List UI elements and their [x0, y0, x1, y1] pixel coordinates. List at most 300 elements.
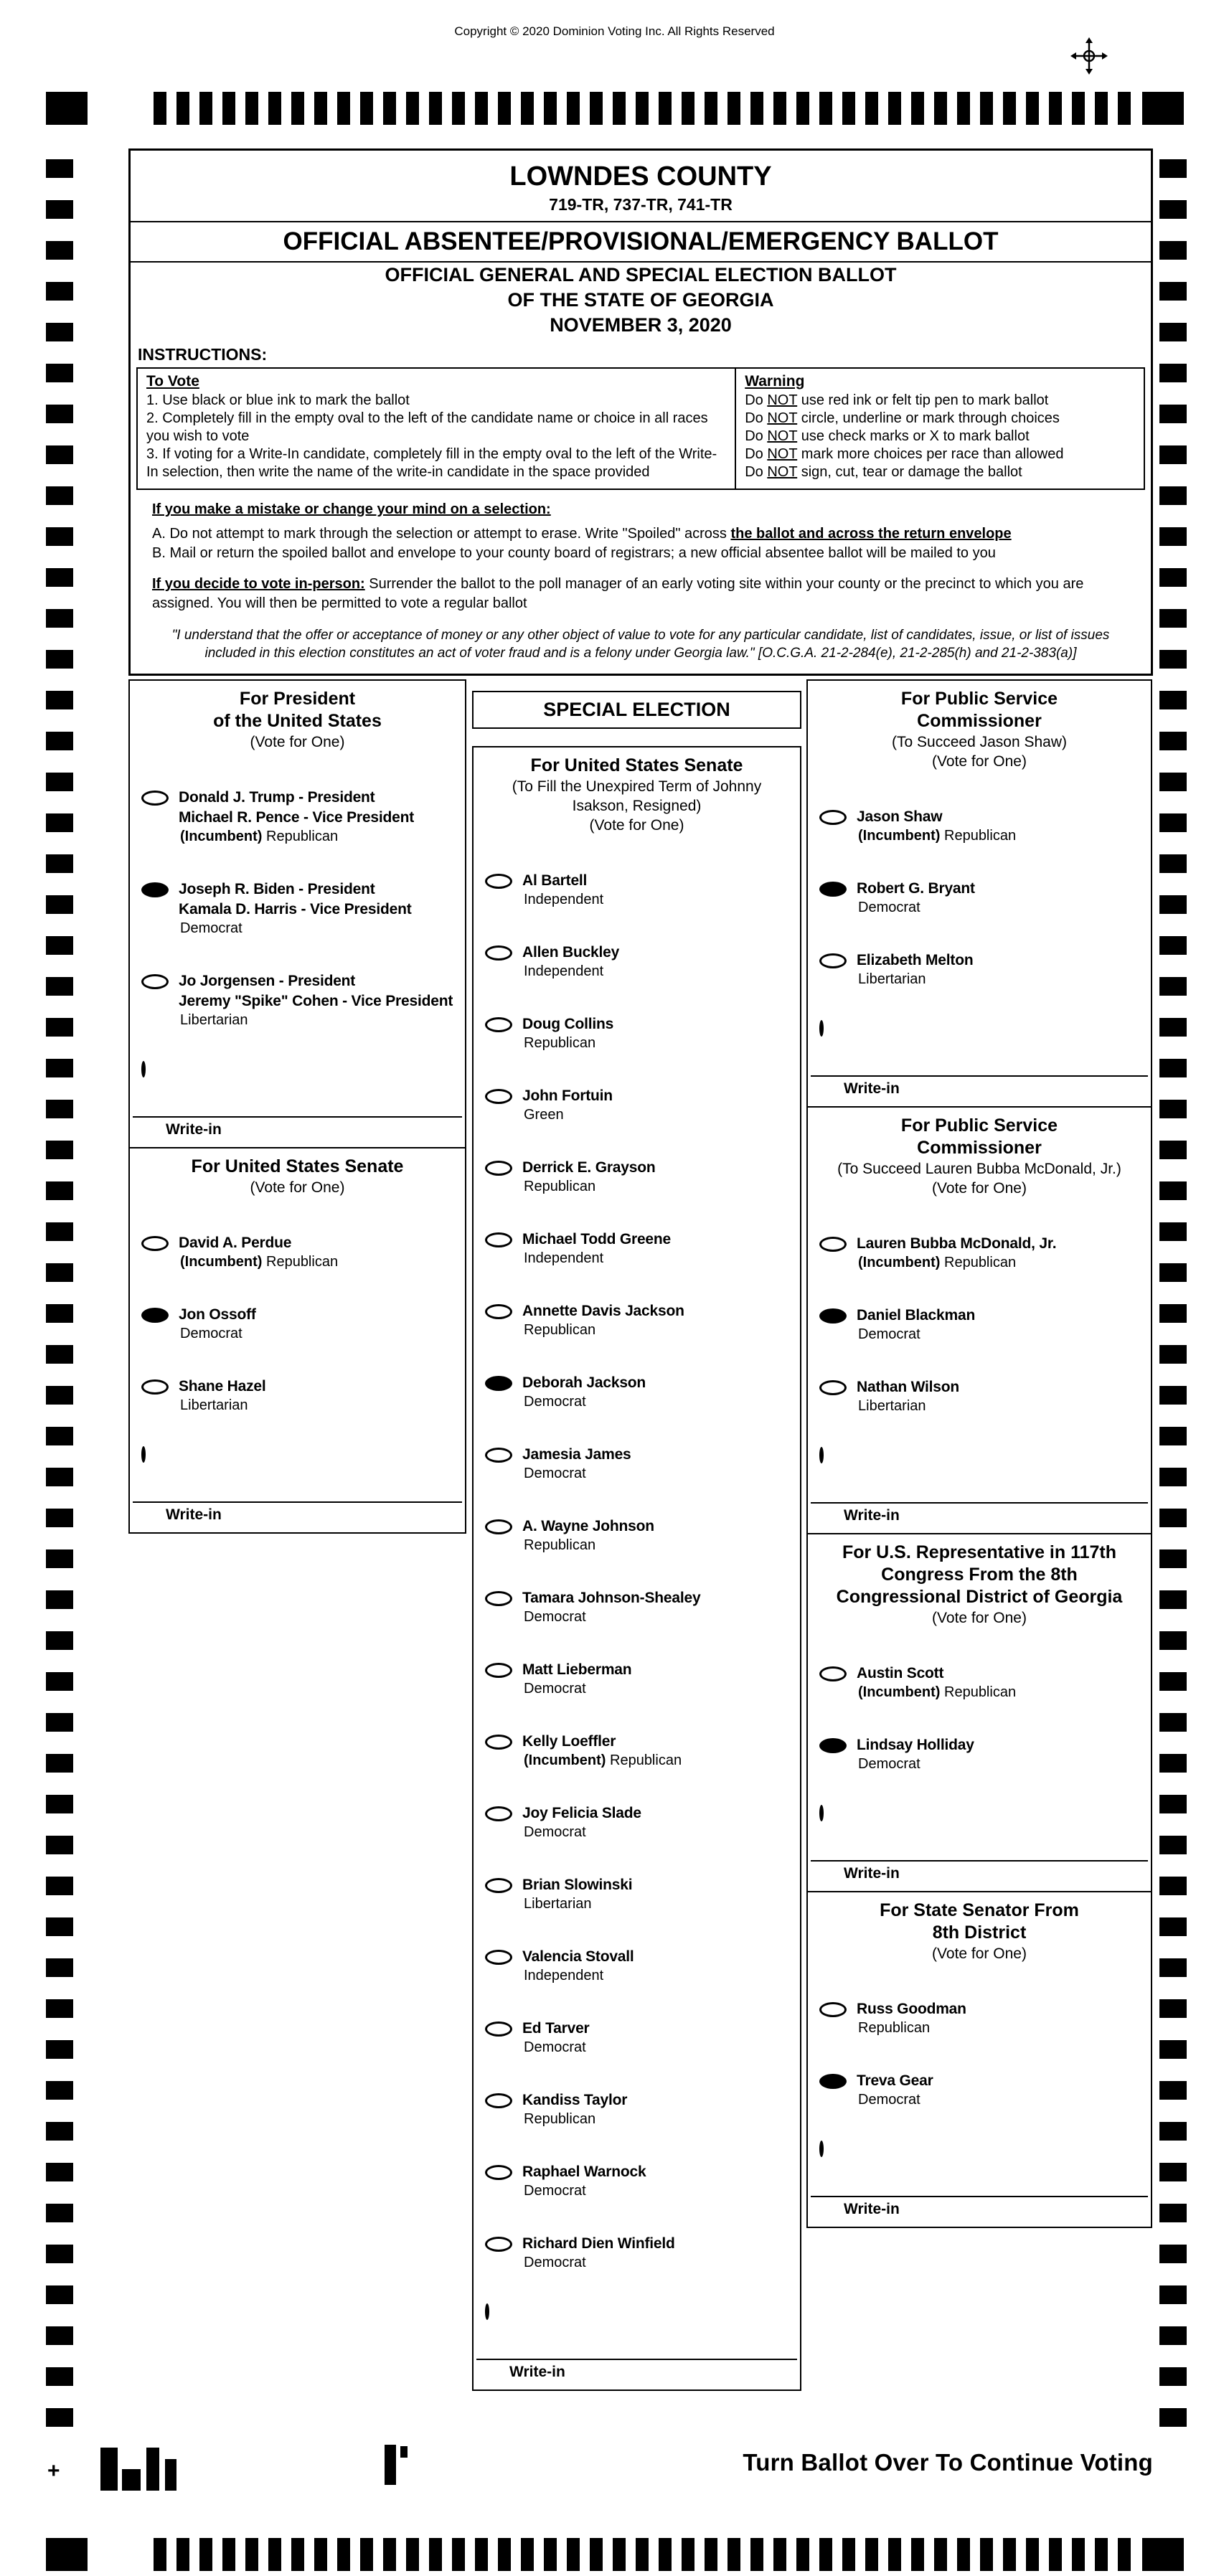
candidate-party: (Incumbent) Republican — [180, 1254, 339, 1270]
candidate-oval[interactable] — [485, 874, 512, 889]
timing-mark — [1026, 92, 1039, 125]
timing-mark — [590, 92, 603, 125]
candidate-oval[interactable] — [141, 974, 169, 989]
warning-item: Do NOT sign, cut, tear or damage the ballot — [745, 464, 1022, 480]
election-title-line1: OFFICIAL GENERAL AND SPECIAL ELECTION BALLOT — [385, 264, 897, 286]
candidate-oval[interactable] — [485, 1806, 512, 1821]
candidate-party: Libertarian — [180, 1012, 248, 1028]
candidate-name: Allen Buckley — [522, 944, 620, 961]
candidate-row — [474, 1588, 800, 1626]
timing-mark — [46, 1263, 73, 1282]
timing-mark — [46, 241, 73, 260]
calibration-mark — [122, 2469, 141, 2491]
candidate-name: Jo Jorgensen - President — [179, 973, 356, 989]
timing-mark — [406, 92, 419, 125]
race-columns — [128, 679, 1153, 2391]
race-note: (To Succeed Jason Shaw) — [892, 734, 1067, 750]
timing-mark — [1003, 92, 1016, 125]
candidate-oval[interactable] — [485, 1878, 512, 1893]
write-in-oval[interactable] — [819, 1805, 824, 1821]
race-header-us-rep-8th — [808, 1534, 1151, 1628]
candidate-party: Democrat — [524, 1681, 586, 1697]
timing-mark — [46, 1672, 73, 1691]
candidate-text — [522, 2019, 590, 2056]
timing-mark — [1159, 977, 1187, 996]
candidate-oval[interactable] — [485, 1161, 512, 1176]
candidate-oval[interactable] — [485, 945, 512, 961]
timing-mark — [154, 92, 166, 125]
timing-mark — [46, 1958, 73, 1977]
timing-mark — [1159, 2163, 1187, 2181]
race-title: For United States Senate — [530, 755, 743, 775]
timing-mark — [199, 2538, 212, 2571]
incumbent-label: (Incumbent) — [524, 1752, 610, 1768]
timing-mark — [199, 92, 212, 125]
write-in-label: Write-in — [844, 1507, 900, 1524]
timing-mark — [1003, 2538, 1016, 2571]
race-title: of the United States — [213, 711, 382, 731]
timing-mark — [1159, 1631, 1187, 1650]
candidate-row — [808, 1377, 1151, 1415]
race-vote-for: (Vote for One) — [932, 1610, 1027, 1626]
candidate-name: Raphael Warnock — [522, 2164, 646, 2180]
timing-mark — [475, 92, 488, 125]
candidate-name: Brian Slowinski — [522, 1877, 633, 1893]
candidate-name: Shane Hazel — [179, 1378, 266, 1395]
timing-mark — [46, 1386, 73, 1405]
candidate-text — [522, 2162, 646, 2199]
timing-mark — [1159, 527, 1187, 546]
race-us-senate — [128, 1147, 466, 1534]
timing-mark — [46, 650, 73, 669]
timing-mark — [46, 895, 73, 914]
warning-item: Do NOT use red ink or felt tip pen to mark ballot — [745, 392, 1049, 408]
timing-mark — [46, 1795, 73, 1813]
timing-mark — [1159, 1141, 1187, 1159]
timing-mark — [360, 2538, 373, 2571]
write-in-oval[interactable] — [141, 1446, 146, 1463]
race-vote-for: (Vote for One) — [932, 1945, 1027, 1962]
timing-mark — [1118, 2538, 1131, 2571]
timing-mark — [46, 977, 73, 996]
candidate-name: Donald J. Trump - President — [179, 789, 375, 806]
to-vote-item: 3. If voting for a Write-In candidate, completely fill in the empty oval to the left of the Write-In selection, then write the name of the write-in candidate in the space provided — [146, 446, 717, 480]
timing-mark — [521, 92, 534, 125]
candidate-name: Treva Gear — [857, 2072, 933, 2089]
timing-mark — [1159, 1345, 1187, 1364]
timing-mark — [773, 92, 786, 125]
race-psc-shaw — [806, 679, 1152, 1108]
timing-mark — [46, 1468, 73, 1486]
candidate-oval[interactable] — [485, 1663, 512, 1678]
timing-mark — [383, 2538, 396, 2571]
candidate-text — [522, 1301, 684, 1339]
timing-mark — [498, 92, 511, 125]
timing-mark — [245, 2538, 258, 2571]
timing-mark — [727, 2538, 740, 2571]
timing-mark — [452, 2538, 465, 2571]
mistake-title: If you make a mistake or change your mind on a selection: — [152, 501, 551, 517]
write-in-oval[interactable] — [819, 1020, 824, 1037]
candidate-text — [857, 1377, 959, 1415]
write-in-oval-row — [130, 1063, 465, 1076]
timing-mark — [314, 2538, 327, 2571]
candidate-oval[interactable] — [485, 2165, 512, 2180]
candidate-row — [474, 1373, 800, 1410]
candidate-row — [130, 1305, 465, 1342]
candidate-party: Democrat — [858, 900, 920, 915]
timing-mark — [1095, 92, 1108, 125]
write-in-label: Write-in — [844, 2201, 900, 2217]
candidate-row — [474, 1086, 800, 1123]
timing-mark — [360, 92, 373, 125]
timing-mark — [1159, 2408, 1187, 2427]
county-name: LOWNDES COUNTY — [509, 161, 772, 192]
timing-mark — [46, 1018, 73, 1037]
timing-mark — [1159, 1958, 1187, 1977]
candidate-name: David A. Perdue — [179, 1235, 292, 1251]
candidate-party: Independent — [524, 892, 604, 907]
candidate-oval-filled[interactable] — [819, 1738, 847, 1753]
candidate-oval[interactable] — [485, 2021, 512, 2037]
candidate-row — [474, 2234, 800, 2271]
timing-mark — [46, 323, 73, 341]
write-in-oval[interactable] — [141, 1061, 146, 1077]
candidate-party: Libertarian — [524, 1896, 592, 1912]
candidate-oval[interactable] — [485, 1950, 512, 1965]
candidate-text — [857, 879, 975, 916]
to-vote-title: To Vote — [146, 373, 199, 390]
timing-mark — [314, 92, 327, 125]
candidate-name: Doug Collins — [522, 1016, 614, 1032]
write-in-label: Write-in — [509, 2364, 565, 2380]
timing-mark — [1118, 92, 1131, 125]
timing-mark — [46, 282, 73, 301]
ballot-column-2 — [472, 679, 801, 2391]
timing-mark — [980, 92, 993, 125]
timing-mark — [46, 936, 73, 955]
timing-mark — [406, 2538, 419, 2571]
race-title: For State Senator From — [880, 1900, 1079, 1920]
timing-mark — [842, 92, 855, 125]
candidate-text — [522, 1014, 613, 1052]
election-title-line2: OF THE STATE OF GEORGIA — [507, 289, 774, 311]
race-note: (To Fill the Unexpired Term of Johnny — [512, 778, 762, 795]
timing-mark — [1159, 200, 1187, 219]
timing-mark — [1159, 895, 1187, 914]
candidate-row — [130, 1233, 465, 1270]
ballot-column-3 — [806, 679, 1152, 2228]
candidate-row — [474, 2090, 800, 2128]
to-vote-item: 2. Completely fill in the empty oval to the left of the candidate name or choice in all races you wish to vote — [146, 410, 708, 444]
timing-mark — [46, 445, 73, 464]
candidate-row — [808, 1306, 1151, 1343]
candidate-text — [179, 879, 412, 937]
timing-mark — [980, 2538, 993, 2571]
candidate-party: Republican — [858, 2020, 931, 2036]
timing-mark — [291, 2538, 304, 2571]
timing-mark — [1159, 445, 1187, 464]
candidate-name: Russ Goodman — [857, 2001, 966, 2017]
candidate-name: Nathan Wilson — [857, 1379, 960, 1395]
to-vote-item: 1. Use black or blue ink to mark the ballot — [146, 392, 410, 408]
warning-not-emphasis: NOT — [767, 410, 798, 426]
candidate-oval[interactable] — [819, 953, 847, 968]
timing-mark — [1159, 1754, 1187, 1773]
write-in-label: Write-in — [844, 1865, 900, 1882]
timing-mark — [46, 1100, 73, 1118]
incumbent-label: (Incumbent) — [858, 1684, 944, 1700]
write-in-oval-row — [474, 2306, 800, 2318]
candidate-text — [857, 1999, 966, 2037]
candidate-party: (Incumbent) Republican — [180, 829, 339, 844]
candidate-oval[interactable] — [485, 1591, 512, 1606]
candidate-oval[interactable] — [819, 1666, 847, 1681]
timing-mark — [1159, 405, 1187, 423]
candidate-text — [179, 788, 414, 845]
timing-mark-corner — [46, 2538, 88, 2571]
timing-mark — [1159, 1427, 1187, 1445]
timing-mark — [46, 854, 73, 873]
timing-mark — [1159, 854, 1187, 873]
timing-mark — [1159, 323, 1187, 341]
candidate-party: Independent — [524, 1250, 604, 1266]
timing-mark — [1159, 1468, 1187, 1486]
timing-mark — [475, 2538, 488, 2571]
timing-mark — [1049, 2538, 1062, 2571]
timing-mark — [957, 2538, 970, 2571]
timing-mark — [46, 405, 73, 423]
candidate-name: Al Bartell — [522, 872, 588, 889]
timing-mark — [865, 92, 878, 125]
candidate-row — [130, 879, 465, 937]
in-person-title: If you decide to vote in-person: — [152, 576, 365, 592]
candidate-name: Deborah Jackson — [522, 1374, 646, 1391]
timing-mark — [1159, 1059, 1187, 1077]
candidate-text — [857, 2071, 933, 2108]
candidate-oval[interactable] — [485, 1519, 512, 1534]
candidate-oval[interactable] — [485, 2237, 512, 2252]
candidate-oval[interactable] — [485, 1304, 512, 1319]
timing-mark — [1159, 1386, 1187, 1405]
write-in-oval-row — [808, 1807, 1151, 1820]
timing-mark — [1159, 2326, 1187, 2345]
candidate-name: Austin Scott — [857, 1665, 944, 1681]
candidate-oval-filled[interactable] — [141, 1308, 169, 1323]
candidate-oval[interactable] — [141, 1236, 169, 1251]
candidate-oval[interactable] — [141, 791, 169, 806]
candidate-text — [522, 1660, 631, 1697]
candidate-name: Lauren Bubba McDonald, Jr. — [857, 1235, 1057, 1252]
race-note: (To Succeed Lauren Bubba McDonald, Jr.) — [837, 1161, 1121, 1177]
instructions-label: INSTRUCTIONS: — [138, 345, 268, 364]
race-us-senate-special — [472, 746, 801, 2391]
timing-mark — [1159, 1549, 1187, 1568]
candidate-row — [474, 1660, 800, 1697]
turn-ballot-over-text: Turn Ballot Over To Continue Voting — [743, 2449, 1153, 2476]
candidate-oval[interactable] — [485, 1735, 512, 1750]
candidate-party: (Incumbent) Republican — [858, 828, 1017, 844]
timing-mark-corner — [46, 92, 88, 125]
timing-mark — [154, 2538, 166, 2571]
candidate-party: Democrat — [524, 2183, 586, 2199]
candidate-oval-filled[interactable] — [485, 1376, 512, 1391]
warning-not-emphasis: NOT — [767, 428, 798, 444]
candidate-name: Tamara Johnson-Shealey — [522, 1590, 701, 1606]
timing-mark — [46, 1059, 73, 1077]
candidate-text — [522, 1445, 631, 1482]
race-header-state-senate-8th — [808, 1892, 1151, 1963]
timing-mark — [429, 92, 442, 125]
candidate-oval-filled[interactable] — [141, 882, 169, 897]
ballot-header — [128, 148, 1153, 676]
candidate-oval[interactable] — [819, 2002, 847, 2017]
timing-mark — [46, 732, 73, 750]
candidate-oval[interactable] — [819, 1380, 847, 1395]
timing-mark — [46, 2204, 73, 2222]
incumbent-label: (Incumbent) — [858, 828, 944, 844]
timing-mark — [567, 2538, 580, 2571]
race-vote-for: (Vote for One) — [932, 753, 1027, 770]
timing-mark — [46, 1509, 73, 1527]
candidate-row — [808, 1234, 1151, 1271]
candidate-text — [522, 2090, 627, 2128]
timing-mark — [659, 92, 672, 125]
candidate-oval[interactable] — [485, 1017, 512, 1032]
timing-mark — [46, 2326, 73, 2345]
candidate-oval-filled[interactable] — [819, 1308, 847, 1324]
timing-mark — [1159, 1100, 1187, 1118]
timing-mark — [498, 2538, 511, 2571]
timing-mark — [773, 2538, 786, 2571]
warning-not-emphasis: NOT — [767, 464, 798, 480]
candidate-name: Jon Ossoff — [179, 1306, 256, 1323]
candidate-oval[interactable] — [141, 1379, 169, 1395]
timing-mark — [1159, 691, 1187, 709]
candidate-party: Democrat — [858, 1326, 920, 1342]
fraud-warning-statement — [159, 626, 1122, 662]
timing-mark — [1159, 1713, 1187, 1732]
timing-mark — [429, 2538, 442, 2571]
candidate-party: Independent — [524, 1968, 604, 1983]
timing-mark — [46, 200, 73, 219]
candidate-oval-filled[interactable] — [819, 2074, 847, 2089]
ballot-column-1 — [128, 679, 466, 1534]
timing-mark — [659, 2538, 672, 2571]
candidate-party: Republican — [524, 1537, 596, 1553]
candidate-row — [474, 2019, 800, 2056]
timing-mark — [1159, 2081, 1187, 2100]
candidate-text — [522, 1732, 682, 1769]
timing-mark — [46, 1754, 73, 1773]
candidate-party: Republican — [524, 1322, 596, 1338]
race-vote-for: (Vote for One) — [250, 1179, 345, 1196]
mistake-item-b: B. Mail or return the spoiled ballot and envelope to your county board of registrars; a new official absentee ballot will be mailed to you — [152, 545, 996, 561]
timing-mark — [46, 1304, 73, 1323]
write-in-oval-row — [808, 2143, 1151, 2156]
timing-mark — [291, 92, 304, 125]
write-in-label: Write-in — [844, 1080, 900, 1097]
timing-mark — [46, 773, 73, 791]
candidate-text — [179, 1305, 256, 1342]
race-vote-for: (Vote for One) — [250, 734, 345, 750]
candidate-name: Kandiss Taylor — [522, 2092, 628, 2108]
timing-mark — [1159, 1304, 1187, 1323]
timing-mark — [46, 2040, 73, 2059]
candidate-party: Republican — [524, 2111, 596, 2127]
timing-mark — [613, 2538, 626, 2571]
timing-mark — [1072, 92, 1085, 125]
candidate-oval[interactable] — [485, 1089, 512, 1104]
warning-item: Do NOT use check marks or X to mark ballot — [745, 428, 1030, 444]
calibration-mark — [165, 2459, 176, 2491]
timing-mark — [796, 2538, 809, 2571]
timing-mark — [46, 1549, 73, 1568]
candidate-party: Green — [524, 1107, 564, 1123]
timing-mark — [1159, 2040, 1187, 2059]
incumbent-label: (Incumbent) — [180, 829, 266, 844]
candidate-oval[interactable] — [485, 1232, 512, 1247]
timing-mark — [46, 2285, 73, 2304]
candidate-list — [808, 1664, 1151, 1773]
timing-mark — [888, 92, 901, 125]
timing-mark — [636, 2538, 649, 2571]
candidate-oval[interactable] — [819, 810, 847, 825]
timing-mark — [1159, 2285, 1187, 2304]
candidate-row — [474, 1445, 800, 1482]
calibration-mark — [400, 2446, 408, 2458]
candidate-text — [522, 871, 603, 908]
timing-mark — [888, 2538, 901, 2571]
candidate-party: (Incumbent) Republican — [524, 1752, 682, 1768]
timing-mark — [1159, 2122, 1187, 2141]
candidate-oval[interactable] — [485, 1448, 512, 1463]
timing-mark — [46, 1917, 73, 1936]
timing-mark — [1159, 1263, 1187, 1282]
write-in-oval[interactable] — [819, 2141, 824, 2157]
candidate-oval[interactable] — [485, 2093, 512, 2108]
candidate-row — [808, 2071, 1151, 2108]
timing-mark — [46, 691, 73, 709]
warning-title: Warning — [745, 373, 805, 390]
timing-mark — [1159, 1509, 1187, 1527]
timing-mark — [682, 92, 694, 125]
race-title: For Public Service — [900, 689, 1058, 709]
timing-mark — [934, 92, 947, 125]
candidate-row — [474, 1732, 800, 1769]
candidate-text — [857, 1234, 1056, 1271]
timing-mark — [46, 2245, 73, 2263]
timing-mark — [544, 2538, 557, 2571]
timing-mark — [1159, 1795, 1187, 1813]
timing-mark — [1159, 2204, 1187, 2222]
write-in-oval[interactable] — [485, 2303, 489, 2320]
candidate-oval[interactable] — [819, 1237, 847, 1252]
candidate-name: Kelly Loeffler — [522, 1733, 616, 1750]
timing-mark — [1159, 1672, 1187, 1691]
timing-mark — [1159, 1181, 1187, 1200]
candidate-text — [522, 1947, 634, 1984]
timing-mark — [1095, 2538, 1108, 2571]
candidate-row — [130, 1377, 465, 1414]
candidate-oval-filled[interactable] — [819, 882, 847, 897]
write-in-oval[interactable] — [819, 1447, 824, 1463]
fraud-warning-text: "I understand that the offer or acceptance of money or any other object of value to vote for any particular candidate, list of candidates, issue, or list of issues included in this election constitutes an act of voter fraud and is a felony under Georgia law." — [171, 628, 1110, 661]
candidate-party: Democrat — [524, 2255, 586, 2270]
candidate-text — [522, 1086, 613, 1123]
timing-mark — [46, 2408, 73, 2427]
registration-crosshair-icon — [1070, 37, 1108, 75]
